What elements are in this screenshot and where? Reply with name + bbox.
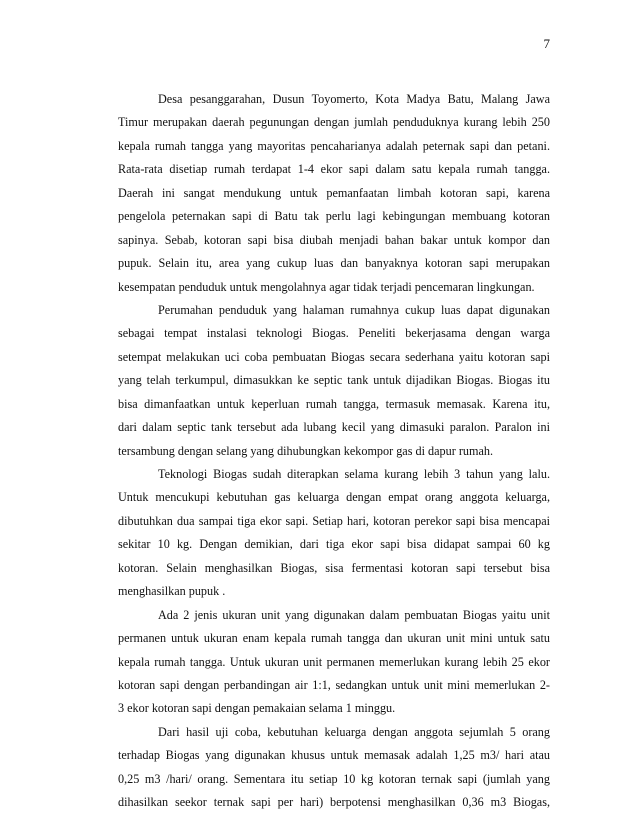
paragraph <box>118 604 550 721</box>
text-line: setempat melakukan uci coba pembuatan Biogas secara sederhana yaitu kotoran sapi <box>118 349 550 364</box>
text-line: kotoran sapi dengan perbandingan air 1:1, sedangkan untuk unit mini memerlukan 2- <box>118 677 550 692</box>
text-line: bisa dimanfaatkan untuk keperluan rumah tangga, termasuk memasak. Karena itu, <box>118 396 550 411</box>
paragraph <box>118 721 550 815</box>
text-line: dibutuhkan dua sampai tiga ekor sapi. Setiap hari, kotoran perekor sapi bisa mencapai <box>118 513 550 528</box>
paragraph <box>118 299 550 463</box>
text-line: terhadap Biogas yang digunakan khusus untuk memasak adalah 1,25 m3/ hari atau <box>118 748 550 763</box>
text-line: menghasilkan pupuk . <box>118 584 226 599</box>
text-line: sebagai tempat instalasi teknologi Biogas. Peneliti bekerjasama dengan warga <box>118 326 550 341</box>
text-line: Perumahan penduduk yang halaman rumahnya cukup luas dapat digunakan <box>158 302 550 317</box>
page-number: 7 <box>543 36 550 51</box>
text-line: Daerah ini sangat mendukung untuk pemanfaatan limbah kotoran sapi, karena <box>118 185 550 200</box>
paragraph <box>118 463 550 604</box>
text-line: Desa pesanggarahan, Dusun Toyomerto, Kota Madya Batu, Malang Jawa <box>158 92 550 106</box>
text-line: yang telah terkumpul, dimasukkan ke septic tank untuk dijadikan Biogas. Biogas itu <box>118 373 550 388</box>
text-line: kepala rumah tangga yang mayoritas pencaharianya adalah peternak sapi dan petani. <box>118 138 550 153</box>
text-line: kesempatan penduduk untuk mengolahnya agar tidak terjadi pencemaran lingkungan. <box>118 279 535 294</box>
text-line: Dari hasil uji coba, kebutuhan keluarga dengan anggota sejumlah 5 orang <box>158 724 550 739</box>
text-line: Untuk mencukupi kebutuhan gas keluarga dengan empat orang anggota keluarga, <box>118 490 550 505</box>
text-line: tersambung dengan selang yang dihubungkan kekompor gas di dapur rumah. <box>118 443 494 458</box>
text-line: pupuk. Selain itu, area yang cukup luas dan banyaknya kotoran sapi merupakan <box>118 256 550 271</box>
text-line: Ada 2 jenis ukuran unit yang digunakan dalam pembuatan Biogas yaitu unit <box>158 607 550 622</box>
body-text <box>118 88 550 815</box>
text-line: permanen untuk ukuran enam kepala rumah tangga dan ukuran unit mini untuk satu <box>118 631 550 646</box>
text-line: sekitar 10 kg. Dengan demikian, dari tiga ekor sapi bisa didapat sampai 60 kg <box>118 537 550 552</box>
text-line: sapinya. Sebab, kotoran sapi bisa diubah menjadi bahan bakar untuk kompor dan <box>118 232 550 247</box>
text-line: kepala rumah tangga. Untuk ukuran unit permanen memerlukan kurang lebih 25 ekor <box>118 654 550 669</box>
text-line: Timur merupakan daerah pegunungan dengan jumlah penduduknya kurang lebih 250 <box>118 115 550 130</box>
text-line: dihasilkan seekor ternak sapi per hari) berpotensi menghasilkan 0,36 m3 Biogas, <box>118 795 550 810</box>
paragraph <box>118 88 550 299</box>
text-line: kotoran. Selain menghasilkan Biogas, sisa fermentasi kotoran sapi tersebut bisa <box>118 560 550 575</box>
text-line: 0,25 m3 /hari/ orang. Sementara itu setiap 10 kg kotoran ternak sapi (jumlah yang <box>118 771 550 786</box>
text-line: Rata-rata disetiap rumah terdapat 1-4 ekor sapi dalam satu kepala rumah tangga. <box>118 162 550 177</box>
text-line: pengelola peternakan sapi di Batu tak perlu lagi kebingungan membuang kotoran <box>118 209 550 224</box>
text-line: Teknologi Biogas sudah diterapkan selama kurang lebih 3 tahun yang lalu. <box>158 467 550 481</box>
text-line: dari dalam septic tank tersebut ada lubang kecil yang dimasuki paralon. Paralon ini <box>118 420 550 435</box>
text-line: 3 ekor kotoran sapi dengan pemakaian selama 1 minggu. <box>118 701 396 716</box>
